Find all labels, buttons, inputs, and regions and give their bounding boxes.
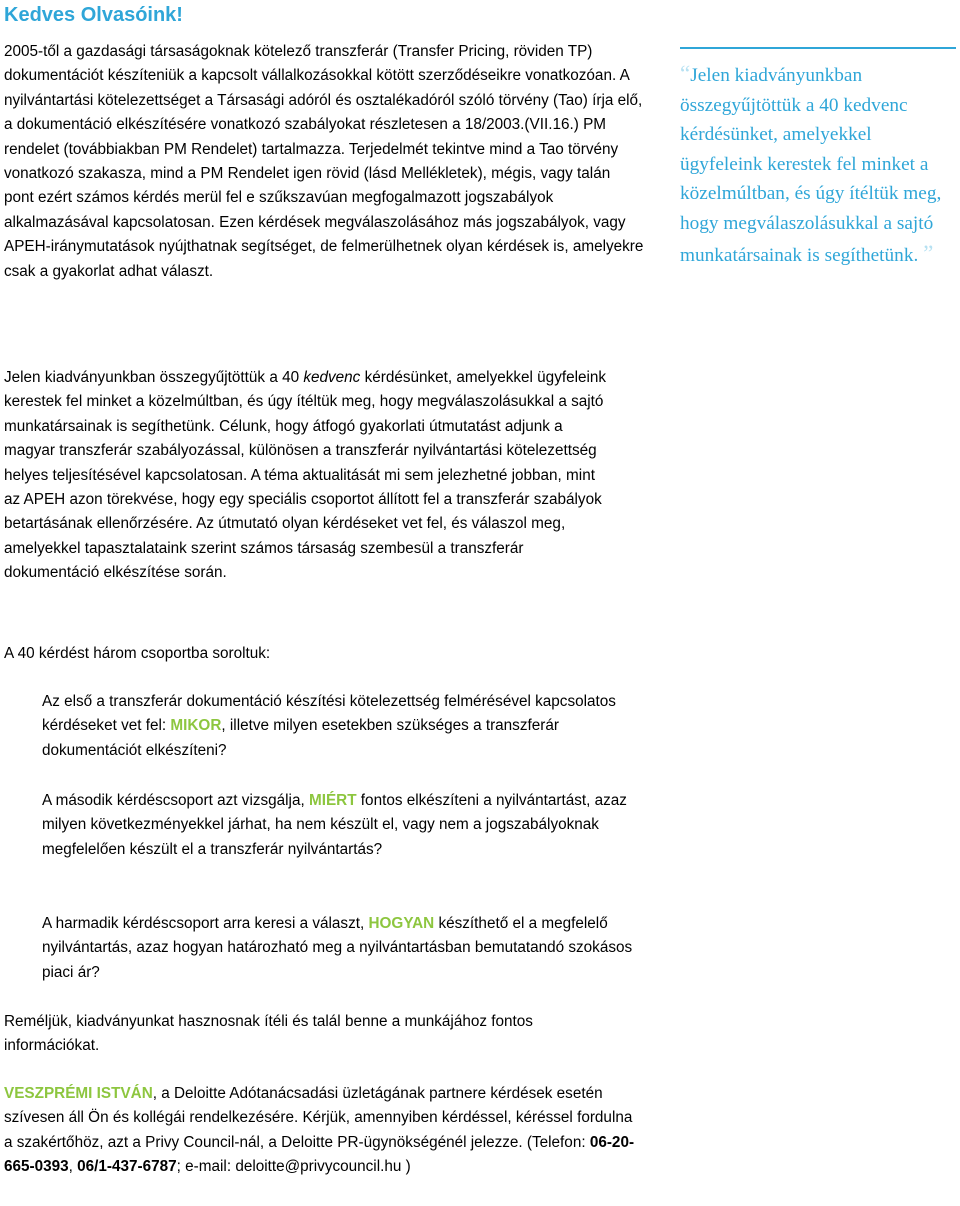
quote-close-mark: ” <box>923 240 934 266</box>
group-keyword: HOGYAN <box>368 915 435 932</box>
body-paragraph <box>4 366 614 586</box>
groups-intro: A 40 kérdést három csoportba soroltuk: <box>4 645 271 662</box>
signature-separator: , <box>68 1158 78 1176</box>
group-text: készíthető el a megfelelő nyilvántartás, azaz hogyan határozható meg a nyilvántartásban bemutatandó szokásos piaci ár? <box>42 915 633 981</box>
quote-rule <box>680 47 956 49</box>
quote-open-mark: “ <box>680 61 691 86</box>
group-text: , illetve milyen esetekben szükséges a transzferár dokumentációt elkészíteni? <box>42 717 559 759</box>
intro-paragraph: 2005-től a gazdasági társaságoknak kötelező transzferár (Transfer Pricing, röviden TP) dokumentációt készíteniük a kapcsolt vállalkozásokkal kötött szerződéseikre vonatkozóan. A nyilvántartási kötelezettséget a Társasági adóról és osztalékadóról szóló törvény (Tao) írja elő, a dokumentáció elkészítésére vonatkozó szabályokat részletesen a 18/2003.(VII.16.) PM rendelet (továbbiakban PM Rendelet) tartalmazza. Terjedelmét tekintve mind a Tao törvény vonatkozó szakasza, mind a PM Rendelet igen rövid (lásd Mellékletek), mégis, vagy talán pont ezért számos kérdés merül fel e szűkszavúan megfogalmazott jogszabályok alkalmazásával kapcsolatosan. Ezen kérdések megválaszolásához más jogszabályok, vagy APEH-iránymutatások nyújthatnak segítséget, de felmerülhetnek olyan kérdések is, amelyekre csak a gyakorlat adhat választ. <box>4 43 644 280</box>
body-emphasis: kedvenc <box>303 369 361 386</box>
phone-number-2: 06/1-437-6787 <box>77 1158 177 1176</box>
group-text: fontos elkészíteni a nyilvántartást, azaz milyen következményekkel járhat, ha nem készült el, vagy nem a jogszabályoknak megfelelően készült el a transzferár nyilvántartás? <box>42 792 627 858</box>
group-item-when <box>42 690 642 763</box>
body-text-1: Jelen kiadványunkban összegyűjtöttük a 40 <box>4 369 304 386</box>
group-text: A harmadik kérdéscsoport arra keresi a választ, <box>42 915 369 932</box>
signature-text: , a Deloitte Adótanácsadási üzletágának partnere kérdések esetén szívesen áll Ön és kollégái rendelkezésére. Kérjük, amennyiben kérdéssel, kéréssel fordulna a szakértőhöz, azt a Privy Council-nál, a Deloitte PR-ügynökségénél jelezze. (Telefon: <box>4 1085 633 1151</box>
group-keyword: MIÉRT <box>308 792 357 809</box>
group-keyword: MIKOR <box>170 717 222 735</box>
closing-paragraph: Reméljük, kiadványunkat hasznosnak ítéli és talál benne a munkájához fontos információkat. <box>4 1013 533 1055</box>
signature-name: VESZPRÉMI ISTVÁN <box>4 1085 153 1102</box>
pull-quote <box>680 59 956 270</box>
phone-number-1: 06-20-665-0393 <box>4 1133 635 1176</box>
group-item-why <box>42 789 642 862</box>
signature-paragraph <box>4 1082 644 1180</box>
pull-quote-text: Jelen kiadványunkban összegyűjtöttük a 40 kedvenc kérdésünket, amelyekkel ügyfeleink kerestek fel minket a közelmúltban, és úgy ítéltük meg, hogy megválaszolásukkal a sajtó munkatársainak is segíthetünk. <box>680 65 942 266</box>
body-text-2: kérdésünket, amelyekkel ügyfeleink kerestek fel minket a közelmúltban, és úgy ítéltük meg, hogy megválaszolásukkal a sajtó munkatársainak is segíthetünk. Célunk, hogy átfogó gyakorlati útmutatást adjunk a magyar transzferár szabályozással, különösen a transzferár nyilvántartási kötelezettség helyes teljesítésével kapcsolatosan. A téma aktualitását mi sem jelezhetné jobban, mint az APEH azon törekvése, hogy egy speciális csoportot állított fel a transzferár szabályok betartásának ellenőrzésére. Az útmutató olyan kérdéseket vet fel, és válaszol meg, amelyekkel tapasztalataink szerint számos társaság szembesül a transzferár dokumentáció elkészítése során. <box>4 369 607 582</box>
signature-email: ; e-mail: deloitte@privycouncil.hu ) <box>176 1158 411 1176</box>
group-text: A második kérdéscsoport azt vizsgálja, <box>42 792 309 809</box>
group-text: Az első a transzferár dokumentáció készítési kötelezettség felmérésével kapcsolatos kérdéseket vet fel: <box>42 693 616 735</box>
page-title: Kedves Olvasóink! <box>4 4 183 26</box>
group-item-how <box>42 912 642 985</box>
